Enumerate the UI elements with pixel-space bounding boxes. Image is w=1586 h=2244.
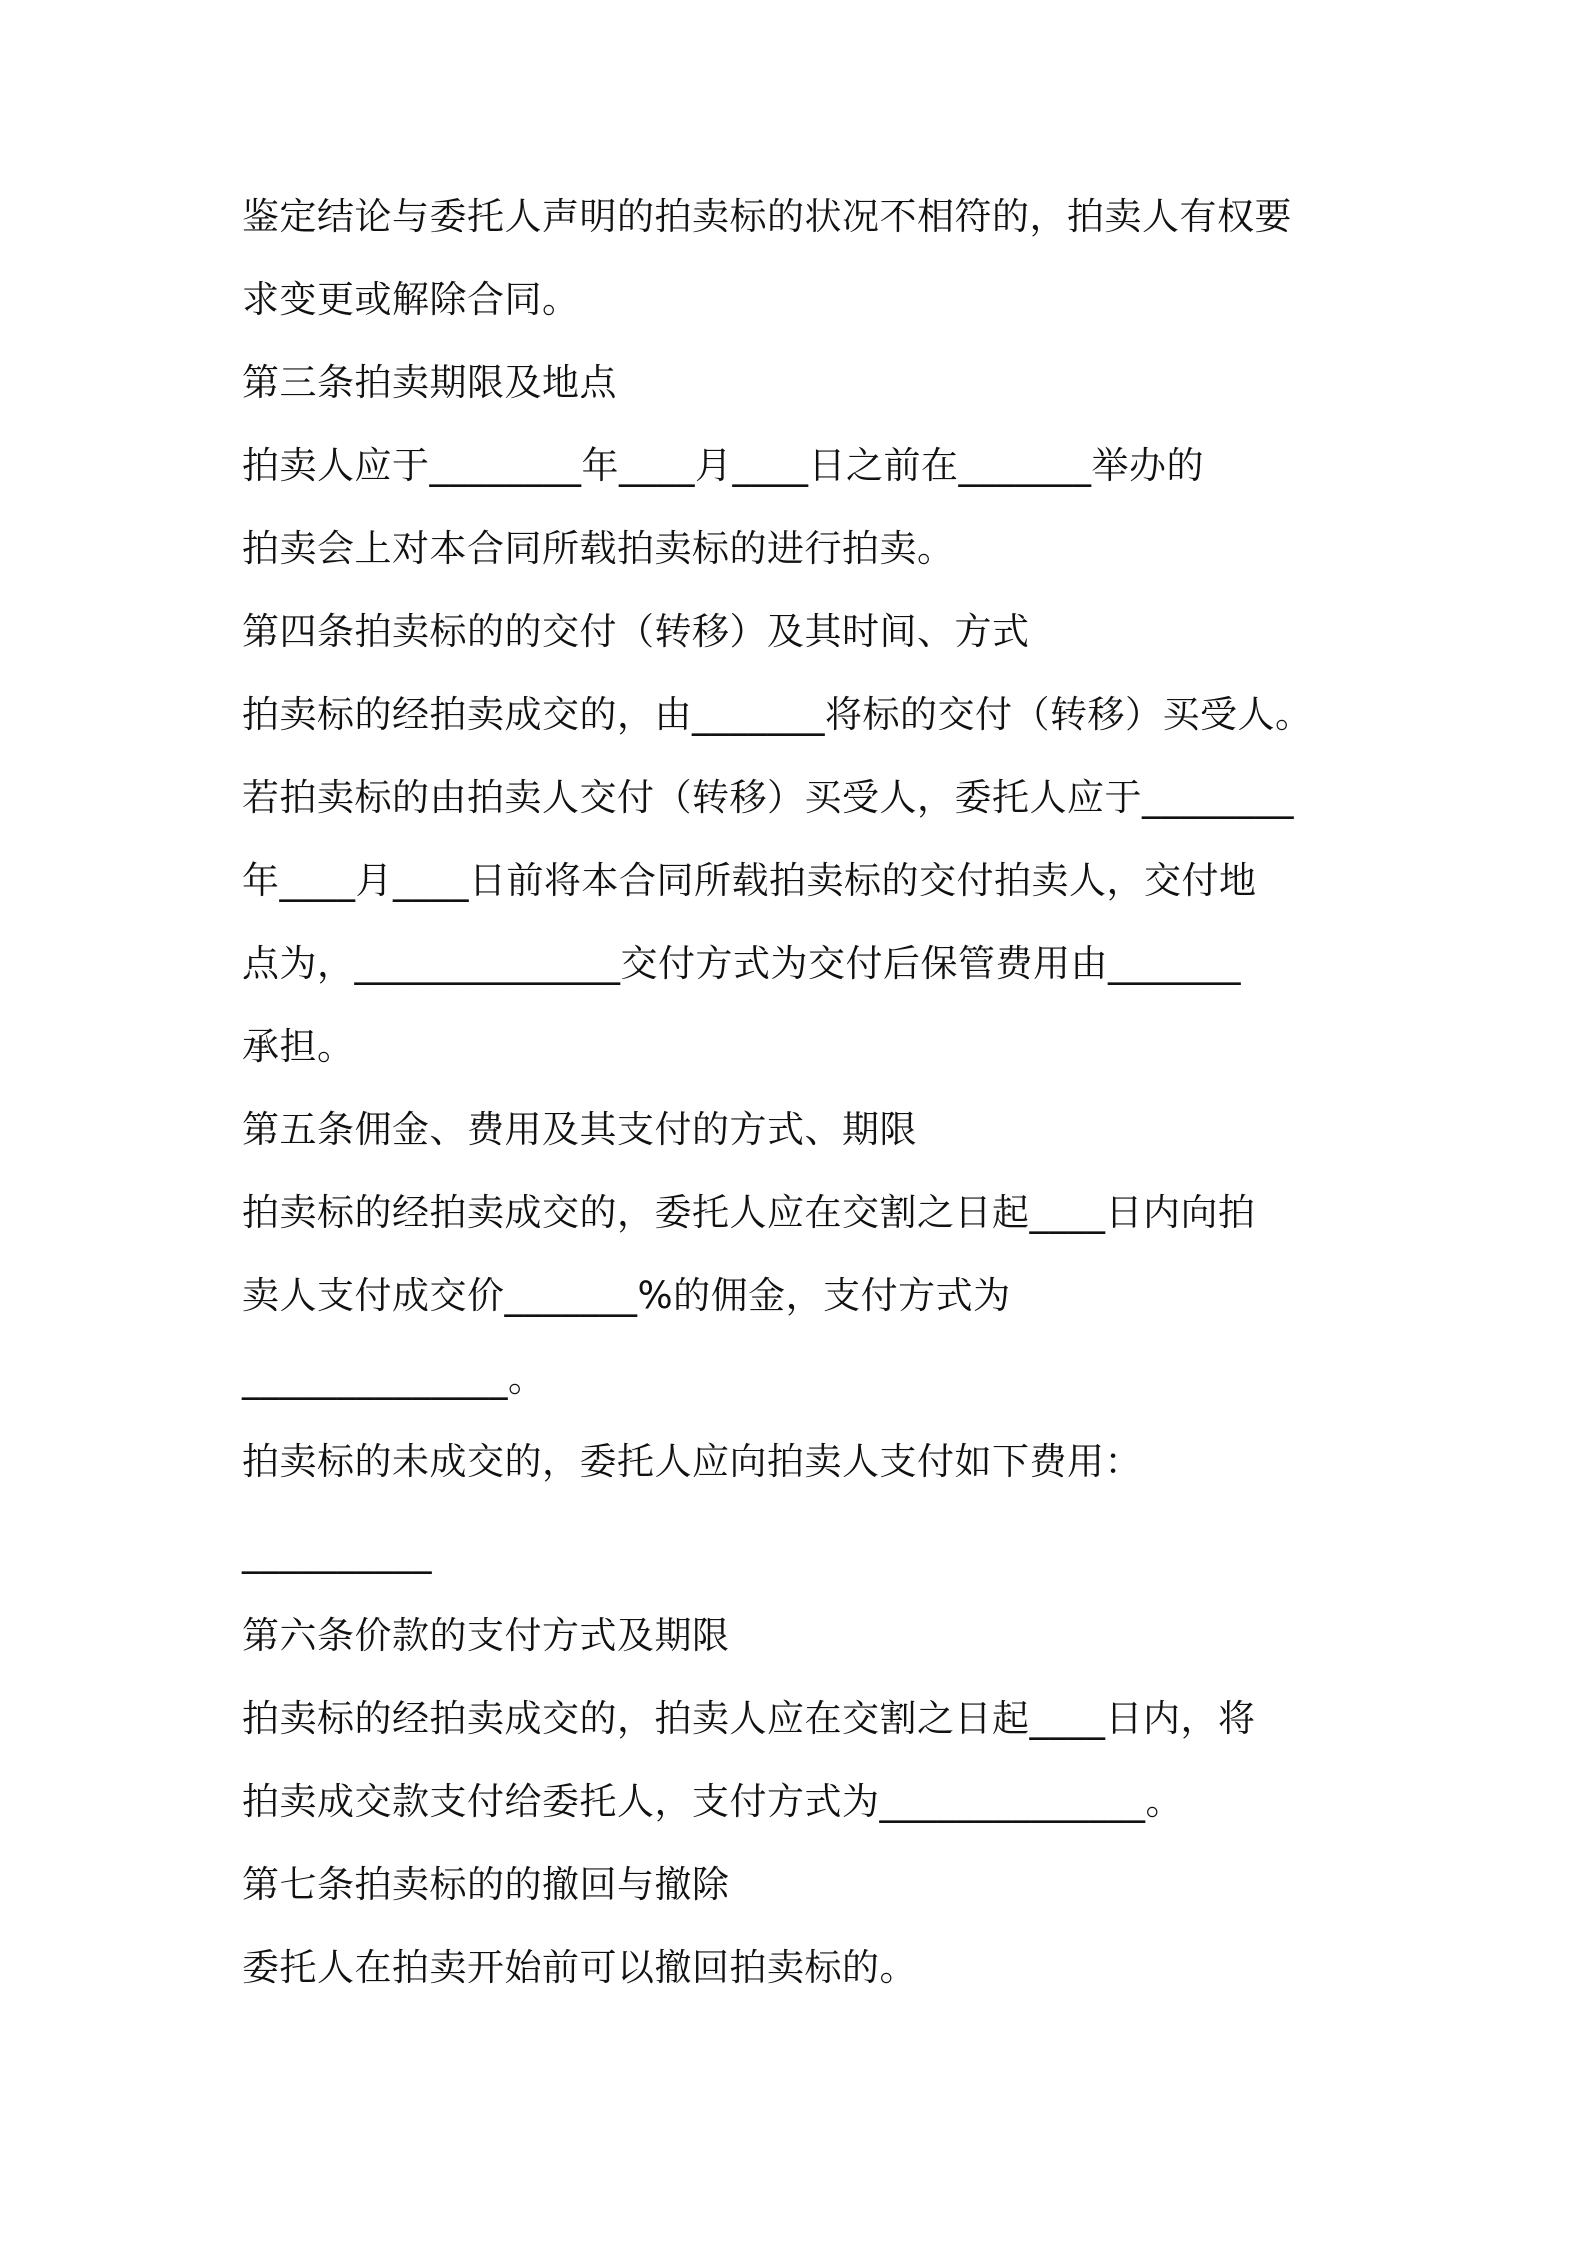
body-text-line: 若拍卖标的由拍卖人交付（转移）买受人，委托人应于________ xyxy=(242,776,1294,819)
section-heading-article-6: 第六条价款的支付方式及期限 xyxy=(242,1614,730,1657)
body-text-line: 拍卖成交款支付给委托人，支付方式为______________。 xyxy=(242,1780,1183,1823)
body-text-line: 点为，______________交付方式为交付后保管费用由_______ xyxy=(242,942,1241,985)
body-text-line: 拍卖会上对本合同所载拍卖标的进行拍卖。 xyxy=(242,527,955,570)
body-text-line: 委托人在拍卖开始前可以撤回拍卖标的。 xyxy=(242,1946,917,1989)
body-text-line: 年____月____日前将本合同所载拍卖标的交付拍卖人，交付地 xyxy=(242,859,1257,902)
body-text-line: 拍卖标的经拍卖成交的，拍卖人应在交割之日起____日内，将 xyxy=(242,1697,1256,1740)
body-text-line: ______________。 xyxy=(242,1357,546,1400)
body-text-line: 拍卖标的未成交的，委托人应向拍卖人支付如下费用： xyxy=(242,1440,1142,1483)
section-heading-article-7: 第七条拍卖标的的撤回与撤除 xyxy=(242,1863,730,1906)
section-heading-article-3: 第三条拍卖期限及地点 xyxy=(242,361,617,404)
body-text-line: 拍卖标的经拍卖成交的，委托人应在交割之日起____日内向拍 xyxy=(242,1191,1256,1234)
body-text-line: 求变更或解除合同。 xyxy=(242,278,580,321)
body-text-line: 卖人支付成交价_______%的佣金，支付方式为 xyxy=(242,1274,1011,1317)
body-text-line: 鉴定结论与委托人声明的拍卖标的状况不相符的，拍卖人有权要 xyxy=(242,195,1292,238)
body-text-line: 拍卖人应于________年____月____日之前在_______举办的 xyxy=(242,444,1204,487)
body-text-line: 拍卖标的经拍卖成交的，由_______将标的交付（转移）买受人。 xyxy=(242,693,1313,736)
blank-fill-line: __________ xyxy=(242,1531,432,1574)
document-body xyxy=(242,196,1358,2030)
body-text-line: 承担。 xyxy=(242,1025,355,1068)
section-heading-article-4: 第四条拍卖标的的交付（转移）及其时间、方式 xyxy=(242,610,1030,653)
section-heading-article-5: 第五条佣金、费用及其支付的方式、期限 xyxy=(242,1108,917,1151)
